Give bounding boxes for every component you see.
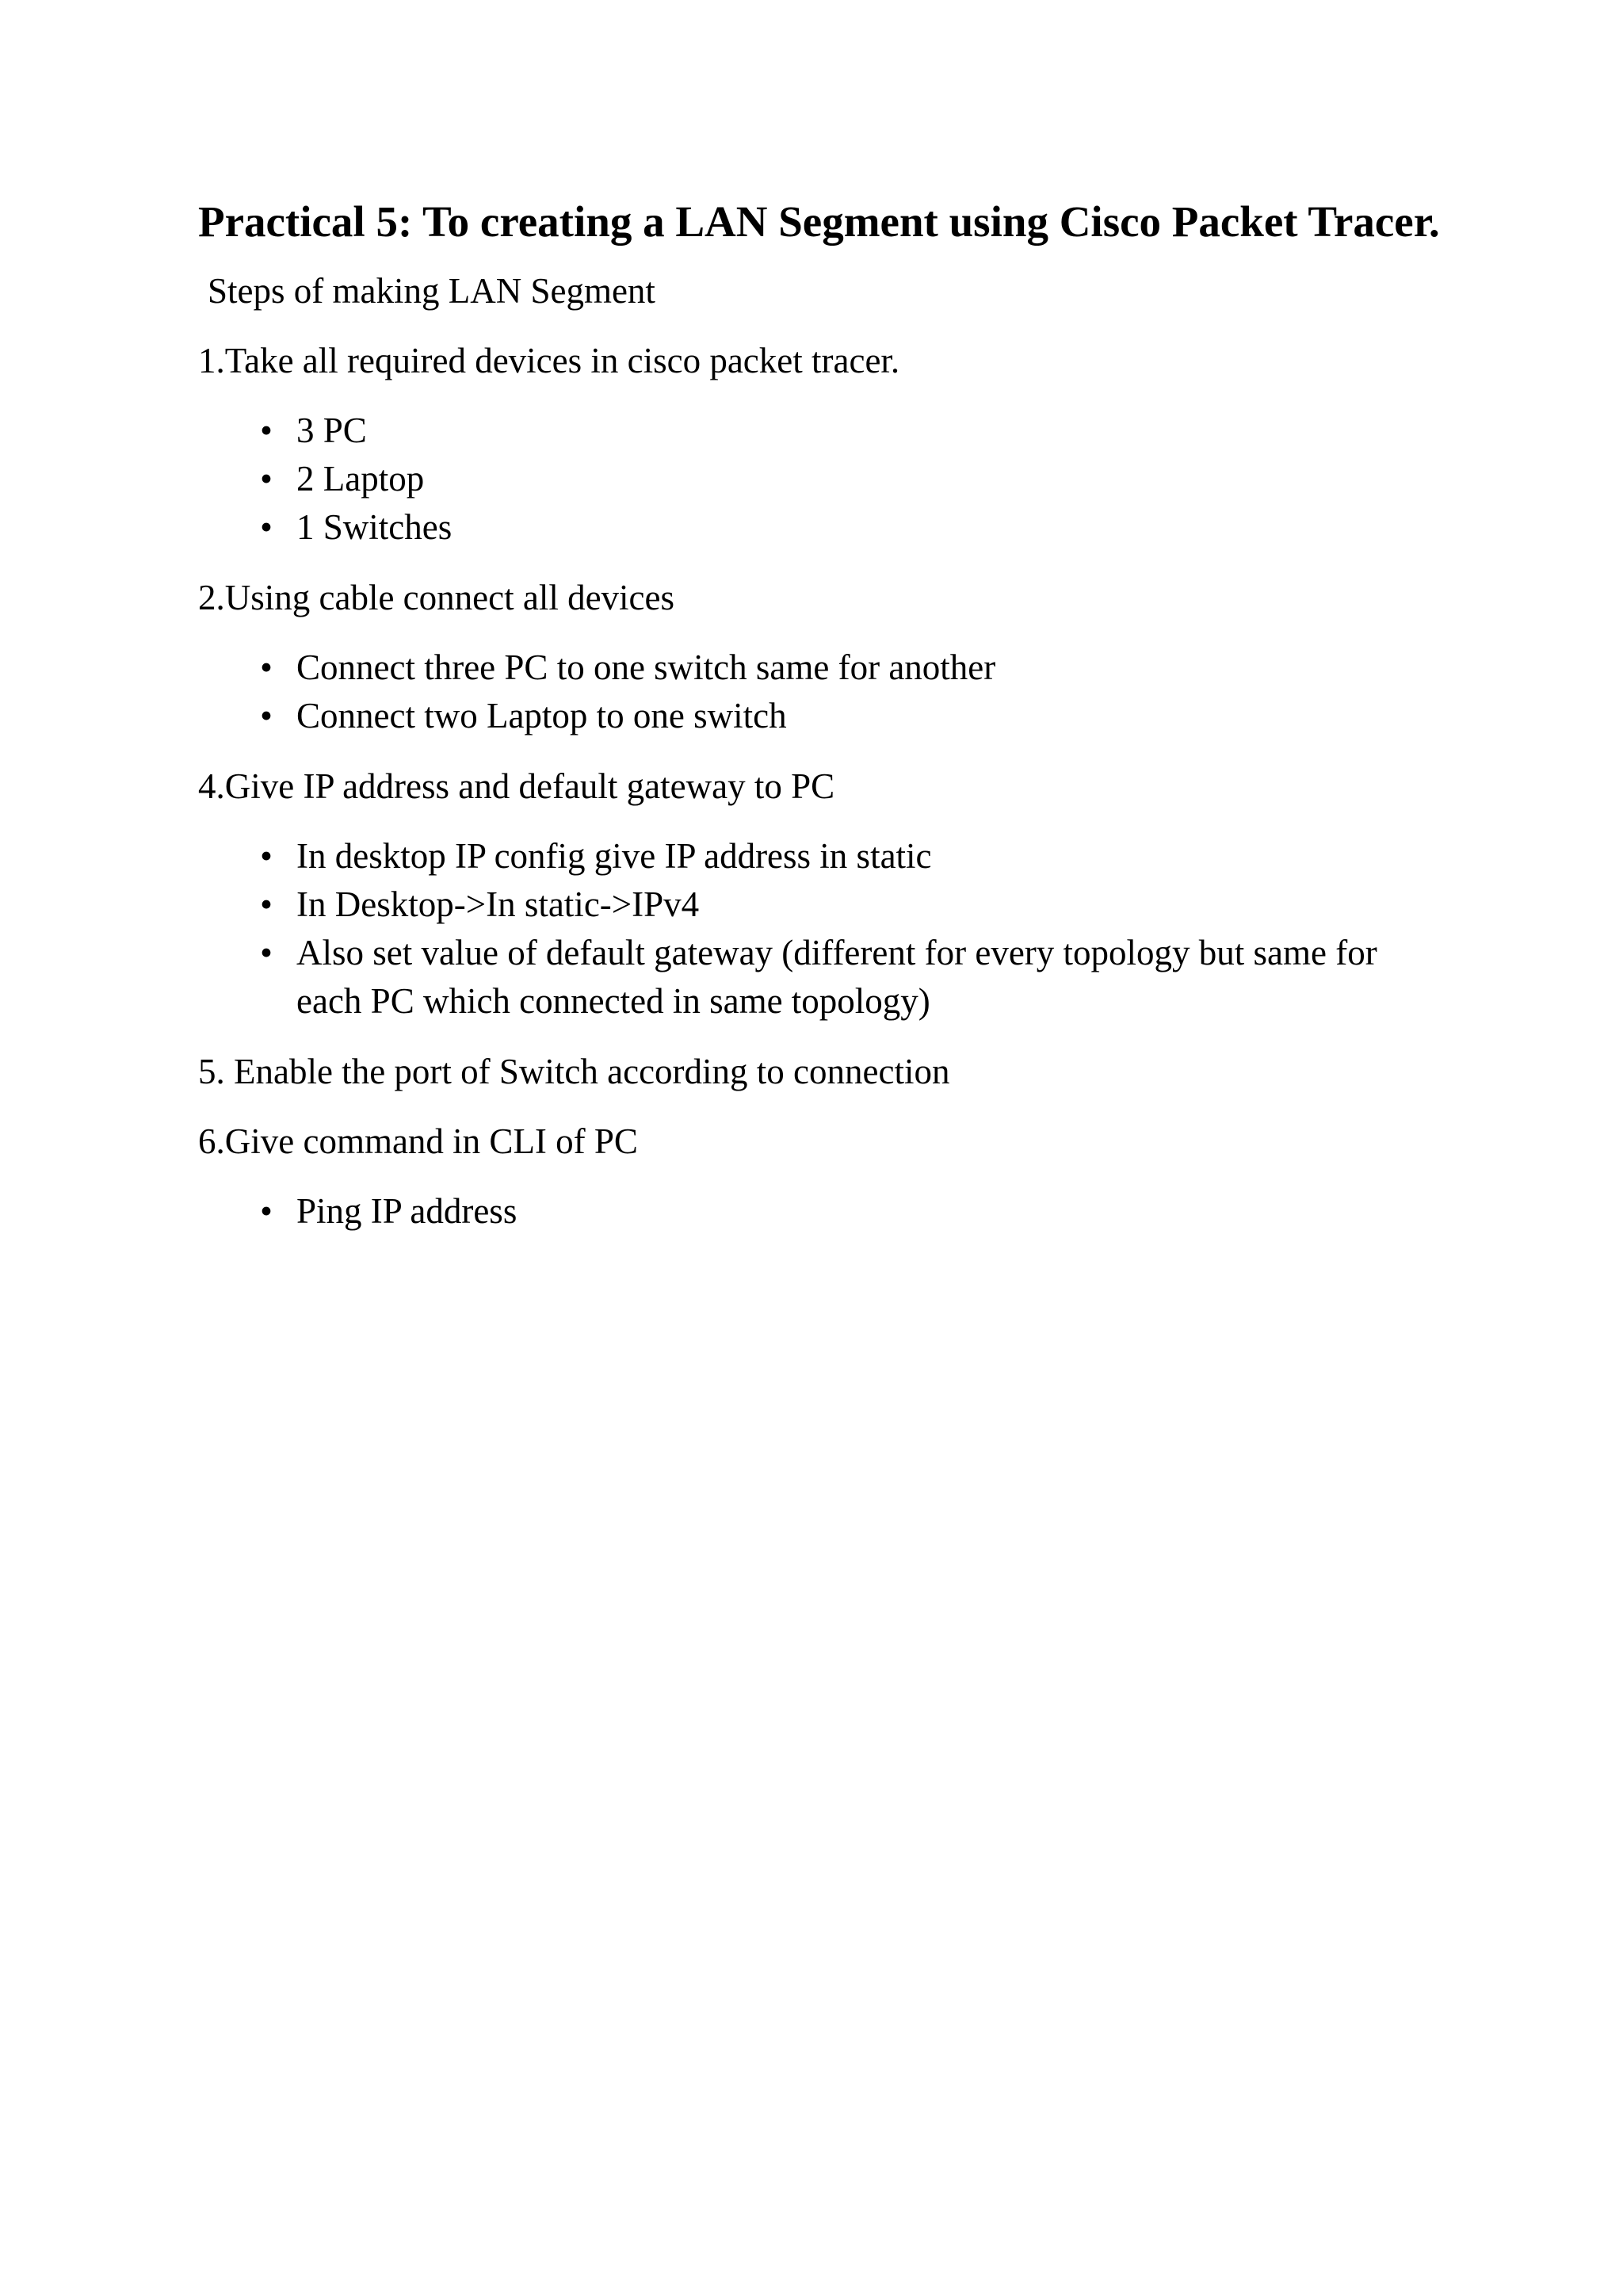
list-item bbox=[198, 503, 1442, 552]
bullet-icon: • bbox=[260, 933, 273, 972]
step-4-heading: 4.Give IP address and default gateway to PC bbox=[198, 766, 835, 806]
list-item-text: Also set value of default gateway (different for every topology but same for each PC which connected in same topology) bbox=[296, 933, 1377, 1021]
document-content bbox=[198, 194, 1442, 1258]
list-item-text: Connect three PC to one switch same for another bbox=[296, 648, 996, 687]
bullet-icon: • bbox=[260, 411, 273, 450]
bullet-icon: • bbox=[260, 884, 273, 924]
document-subtitle: Steps of making LAN Segment bbox=[208, 271, 655, 311]
step-5-heading: 5. Enable the port of Switch according to connection bbox=[198, 1052, 950, 1091]
bullet-icon: • bbox=[260, 459, 273, 499]
step-1-list bbox=[198, 407, 1442, 552]
list-item bbox=[198, 644, 1442, 692]
step-2-heading: 2.Using cable connect all devices bbox=[198, 578, 675, 617]
list-item-text: Ping IP address bbox=[296, 1191, 517, 1231]
list-item bbox=[198, 407, 1442, 455]
list-item bbox=[198, 692, 1442, 740]
step-2-list bbox=[198, 644, 1442, 740]
step-6-heading: 6.Give command in CLI of PC bbox=[198, 1121, 638, 1161]
list-item-text: In Desktop->In static->IPv4 bbox=[296, 884, 700, 924]
list-item-text: 3 PC bbox=[296, 411, 367, 450]
bullet-icon: • bbox=[260, 836, 273, 876]
step-6-list bbox=[198, 1187, 1442, 1236]
bullet-icon: • bbox=[260, 648, 273, 687]
list-item bbox=[198, 455, 1442, 503]
list-item-text: 1 Switches bbox=[296, 507, 453, 547]
bullet-icon: • bbox=[260, 507, 273, 547]
list-item bbox=[198, 929, 1442, 1026]
list-item-text: 2 Laptop bbox=[296, 459, 425, 499]
list-item bbox=[198, 1187, 1442, 1236]
step-4-list bbox=[198, 832, 1442, 1026]
list-item-text: In desktop IP config give IP address in static bbox=[296, 836, 932, 876]
list-item bbox=[198, 881, 1442, 929]
list-item-text: Connect two Laptop to one switch bbox=[296, 696, 787, 735]
step-1-heading: 1.Take all required devices in cisco packet tracer. bbox=[198, 341, 900, 380]
bullet-icon: • bbox=[260, 1191, 273, 1231]
page-title: Practical 5: To creating a LAN Segment using Cisco Packet Tracer. bbox=[198, 197, 1440, 246]
bullet-icon: • bbox=[260, 696, 273, 735]
list-item bbox=[198, 832, 1442, 881]
